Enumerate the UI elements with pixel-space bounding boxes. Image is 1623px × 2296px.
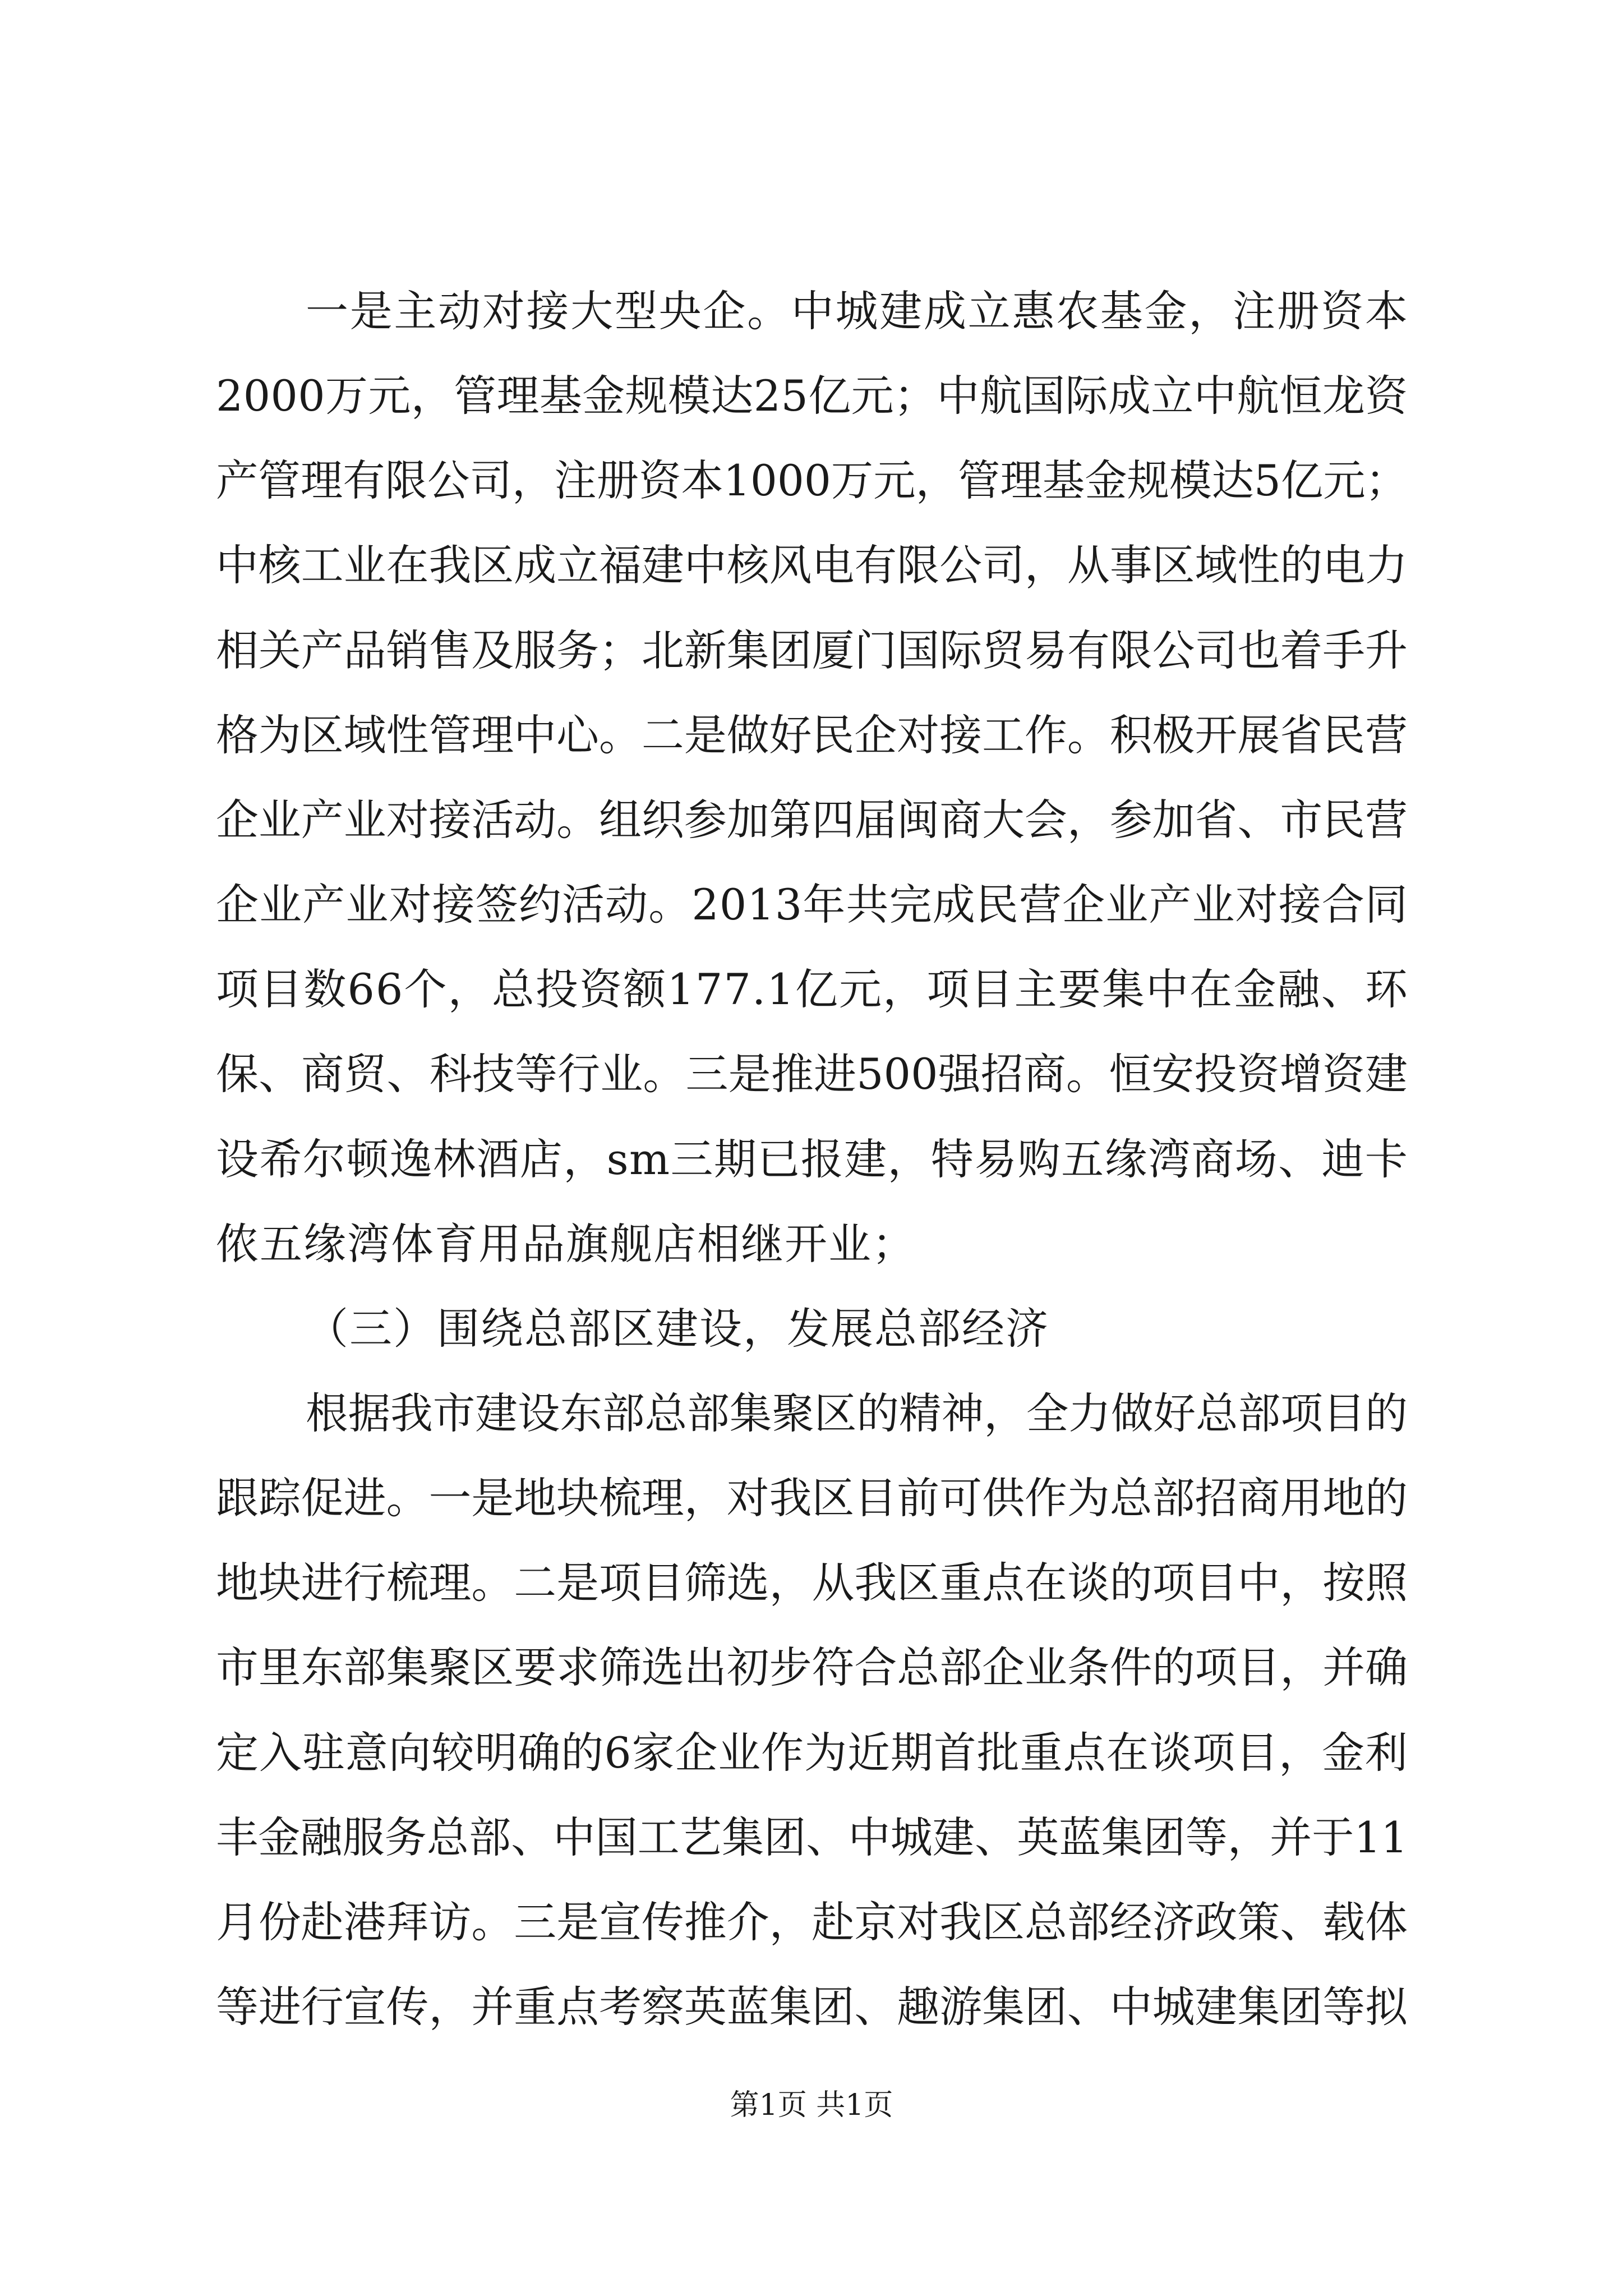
paragraph-line: 项目数66个，总投资额177.1亿元，项目主要集中在金融、环: [216, 964, 1409, 1014]
paragraph-line: 设希尔顿逸林酒店，sm三期已报建，特易购五缘湾商场、迪卡: [216, 1134, 1409, 1184]
paragraph-line: 相关产品销售及服务；北新集团厦门国际贸易有限公司也着手升: [216, 625, 1408, 675]
paragraph-line: 市里东部集聚区要求筛选出初步符合总部企业条件的项目，并确: [216, 1642, 1408, 1692]
paragraph-line: 跟踪促进。一是地块梳理，对我区目前可供作为总部招商用地的: [216, 1473, 1408, 1523]
paragraph-line: 2000万元，管理基金规模达25亿元；中航国际成立中航恒龙资: [216, 371, 1408, 421]
paragraph-line: 产管理有限公司，注册资本1000万元，管理基金规模达5亿元；: [216, 455, 1408, 505]
page-footer: 第1页 共1页: [730, 2088, 893, 2122]
paragraph-line: 等进行宣传，并重点考察英蓝集团、趣游集团、中城建集团等拟: [216, 1982, 1408, 2032]
paragraph-line: 侬五缘湾体育用品旗舰店相继开业；: [216, 1219, 916, 1269]
paragraph-line: 月份赴港拜访。三是宣传推介，赴京对我区总部经济政策、载体: [216, 1897, 1408, 1947]
paragraph-line: 地块进行梳理。二是项目筛选，从我区重点在谈的项目中，按照: [216, 1558, 1408, 1608]
paragraph-line: 一是主动对接大型央企。中城建成立惠农基金，注册资本: [306, 286, 1409, 336]
paragraph-line: 中核工业在我区成立福建中核风电有限公司，从事区域性的电力: [216, 540, 1408, 590]
paragraph-line: 企业产业对接活动。组织参加第四届闽商大会，参加省、市民营: [216, 795, 1408, 845]
paragraph-line: 企业产业对接签约活动。2013年共完成民营企业产业对接合同: [216, 880, 1409, 930]
section-heading-text: （三）围绕总部区建设，发展总部经济: [306, 1304, 1049, 1354]
paragraph-line: 根据我市建设东部总部集聚区的精神，全力做好总部项目的: [306, 1388, 1408, 1438]
paragraph-line: 丰金融服务总部、中国工艺集团、中城建、英蓝集团等，并于11: [216, 1812, 1408, 1862]
paragraph-line: 保、商贸、科技等行业。三是推进500强招商。恒安投资增资建: [216, 1049, 1408, 1099]
paragraph-line: 格为区域性管理中心。二是做好民企对接工作。积极开展省民营: [216, 710, 1408, 760]
paragraph-line: 定入驻意向较明确的6家企业作为近期首批重点在谈项目，金利: [216, 1728, 1408, 1778]
